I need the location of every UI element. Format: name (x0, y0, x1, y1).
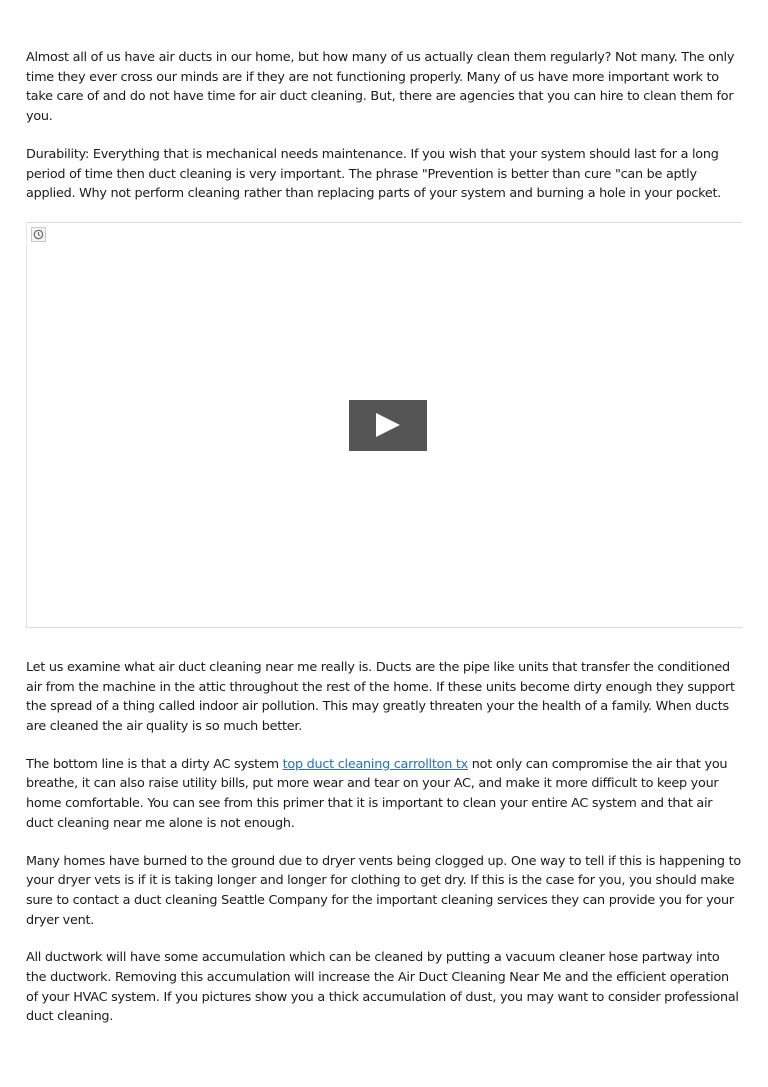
embedded-video[interactable] (26, 222, 742, 628)
durability-paragraph: Durability: Everything that is mechanical needs maintenance. If you wish that your system should last for a long period of time then duct cleaning is very important. The phrase "Prevention is better than cure "can be aptly applied. Why not perform cleaning rather than replacing parts of your system and burning a hole in your pocket. (26, 146, 722, 202)
bottom-line-text-end: not only can compromise the air that you breathe, it can also raise utility bills, put more wear and tear on your AC, and make it more difficult to keep your home comfortable. You can see from this primer that it is important to clean your entire AC system and that air duct cleaning near me alone is not enough. (26, 756, 728, 831)
dryer-vent-paragraph: Many homes have burned to the ground due to dryer vents being clogged up. One way to tell if this is happening to your dryer vets is if it is taking longer and longer for clothing to get dry. If this is the case for you, you should make sure to contact a duct cleaning Seattle Company for the important cleaning services they can provide you for your dryer vent. (26, 853, 741, 928)
clock-icon (33, 229, 44, 240)
duct-cleaning-link[interactable]: top duct cleaning carrollton tx (282, 756, 468, 772)
play-button[interactable] (349, 400, 427, 451)
bottom-line-paragraph (26, 755, 742, 834)
watch-later-button[interactable] (31, 227, 46, 242)
ductwork-accumulation-paragraph: All ductwork will have some accumulation which can be cleaned by putting a vacuum cleaner hose partway into the ductwork. Removing this accumulation will increase the Air Duct Cleaning Near Me and the efficient operation of your HVAC system. If you pictures show you a thick accumulation of dust, you may want to consider professional duct cleaning. (26, 950, 739, 1025)
document-page (26, 48, 742, 1045)
play-icon (374, 411, 402, 439)
bottom-line-text-start: The bottom line is that a dirty AC system (26, 756, 283, 772)
intro-paragraph: Almost all of us have air ducts in our home, but how many of us actually clean them regularly? Not many. The only time they ever cross our minds are if they are not functioning properly. Many of us have more important work to take care of and do not have time for air duct cleaning. But, there are agencies that you can hire to clean them for you. (26, 50, 735, 125)
what-is-duct-cleaning-paragraph: Let us examine what air duct cleaning near me really is. Ducts are the pipe like units that transfer the conditioned air from the machine in the attic throughout the rest of the home. If these units become dirty enough they support the spread of a thing called indoor air pollution. This may greatly threaten your the health of a family. When ducts are cleaned the air quality is so much better. (26, 659, 735, 735)
